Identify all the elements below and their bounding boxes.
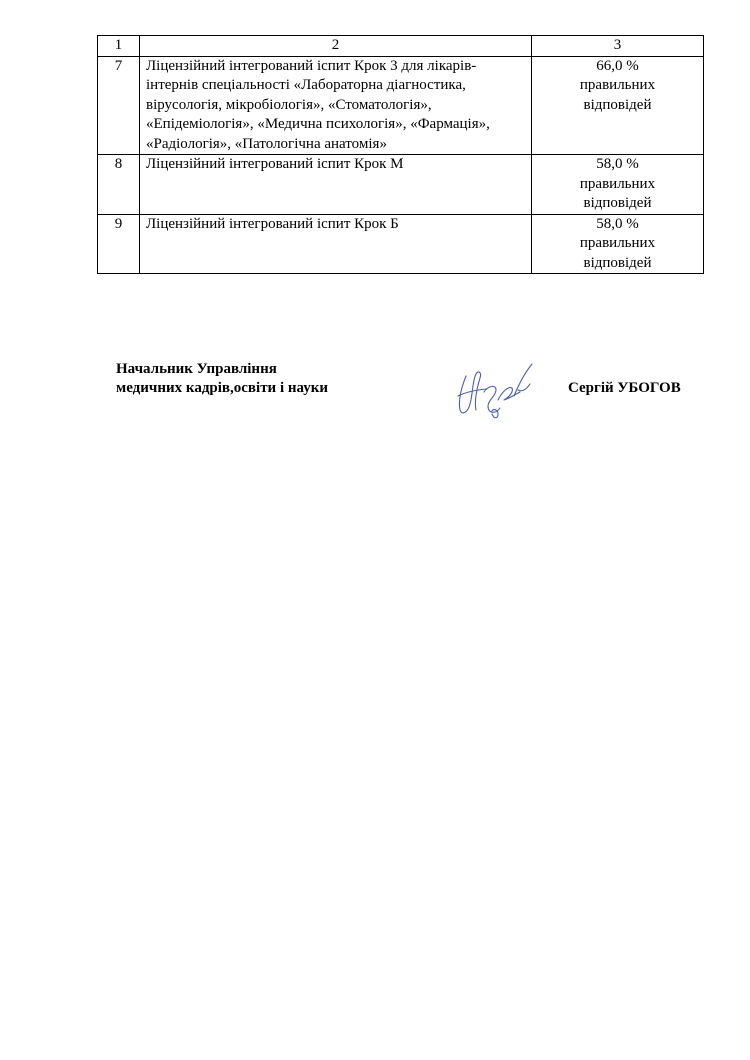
score-cell [532,214,704,274]
exam-name: Ліцензійний інтегрований іспит Крок М [140,155,532,215]
table-row [98,155,704,215]
table-row [98,56,704,155]
table-header-row [98,36,704,57]
score-label-word-2: відповідей [583,195,652,211]
row-number: 8 [98,155,140,215]
signatory-name: Сергій УБОГОВ [568,380,681,396]
row-number: 7 [98,56,140,155]
column-header-2: 2 [140,36,532,57]
column-header-1: 1 [98,36,140,57]
score-cell [532,155,704,215]
score-label-word-2: відповідей [583,254,652,271]
signatory-title-line-2: медичних кадрів,освіти і науки [116,380,329,396]
score-value: 58,0 % [596,156,639,172]
score-value: 58,0 % [596,215,639,232]
row-number: 9 [98,214,140,274]
table-row [98,214,704,274]
exam-name: Ліцензійний інтегрований іспит Крок Б [140,214,532,274]
score-label-word-2: відповідей [583,96,652,113]
score-label-word-1: правильних [579,235,656,251]
score-label-word-1: правильних [579,175,656,192]
exam-name: Ліцензійний інтегрований іспит Крок 3 для лікарів-інтернів спеціальності «Лабораторна діагностика, вірусологія, мікробіологія», «Стоматологія», «Епідеміологія», «Медична психологія», «Фармація», «Радіологія», «Патологічна анатомія» [140,56,532,155]
handwritten-signature [452,356,538,422]
column-header-3: 3 [532,36,704,57]
score-value: 66,0 % [596,57,639,74]
signatory-title [116,360,328,398]
signatory-title-line-1: Начальник Управління [116,361,277,377]
score-label-word-1: правильних [579,77,656,93]
exam-results-table [97,35,704,274]
score-cell [532,56,704,155]
